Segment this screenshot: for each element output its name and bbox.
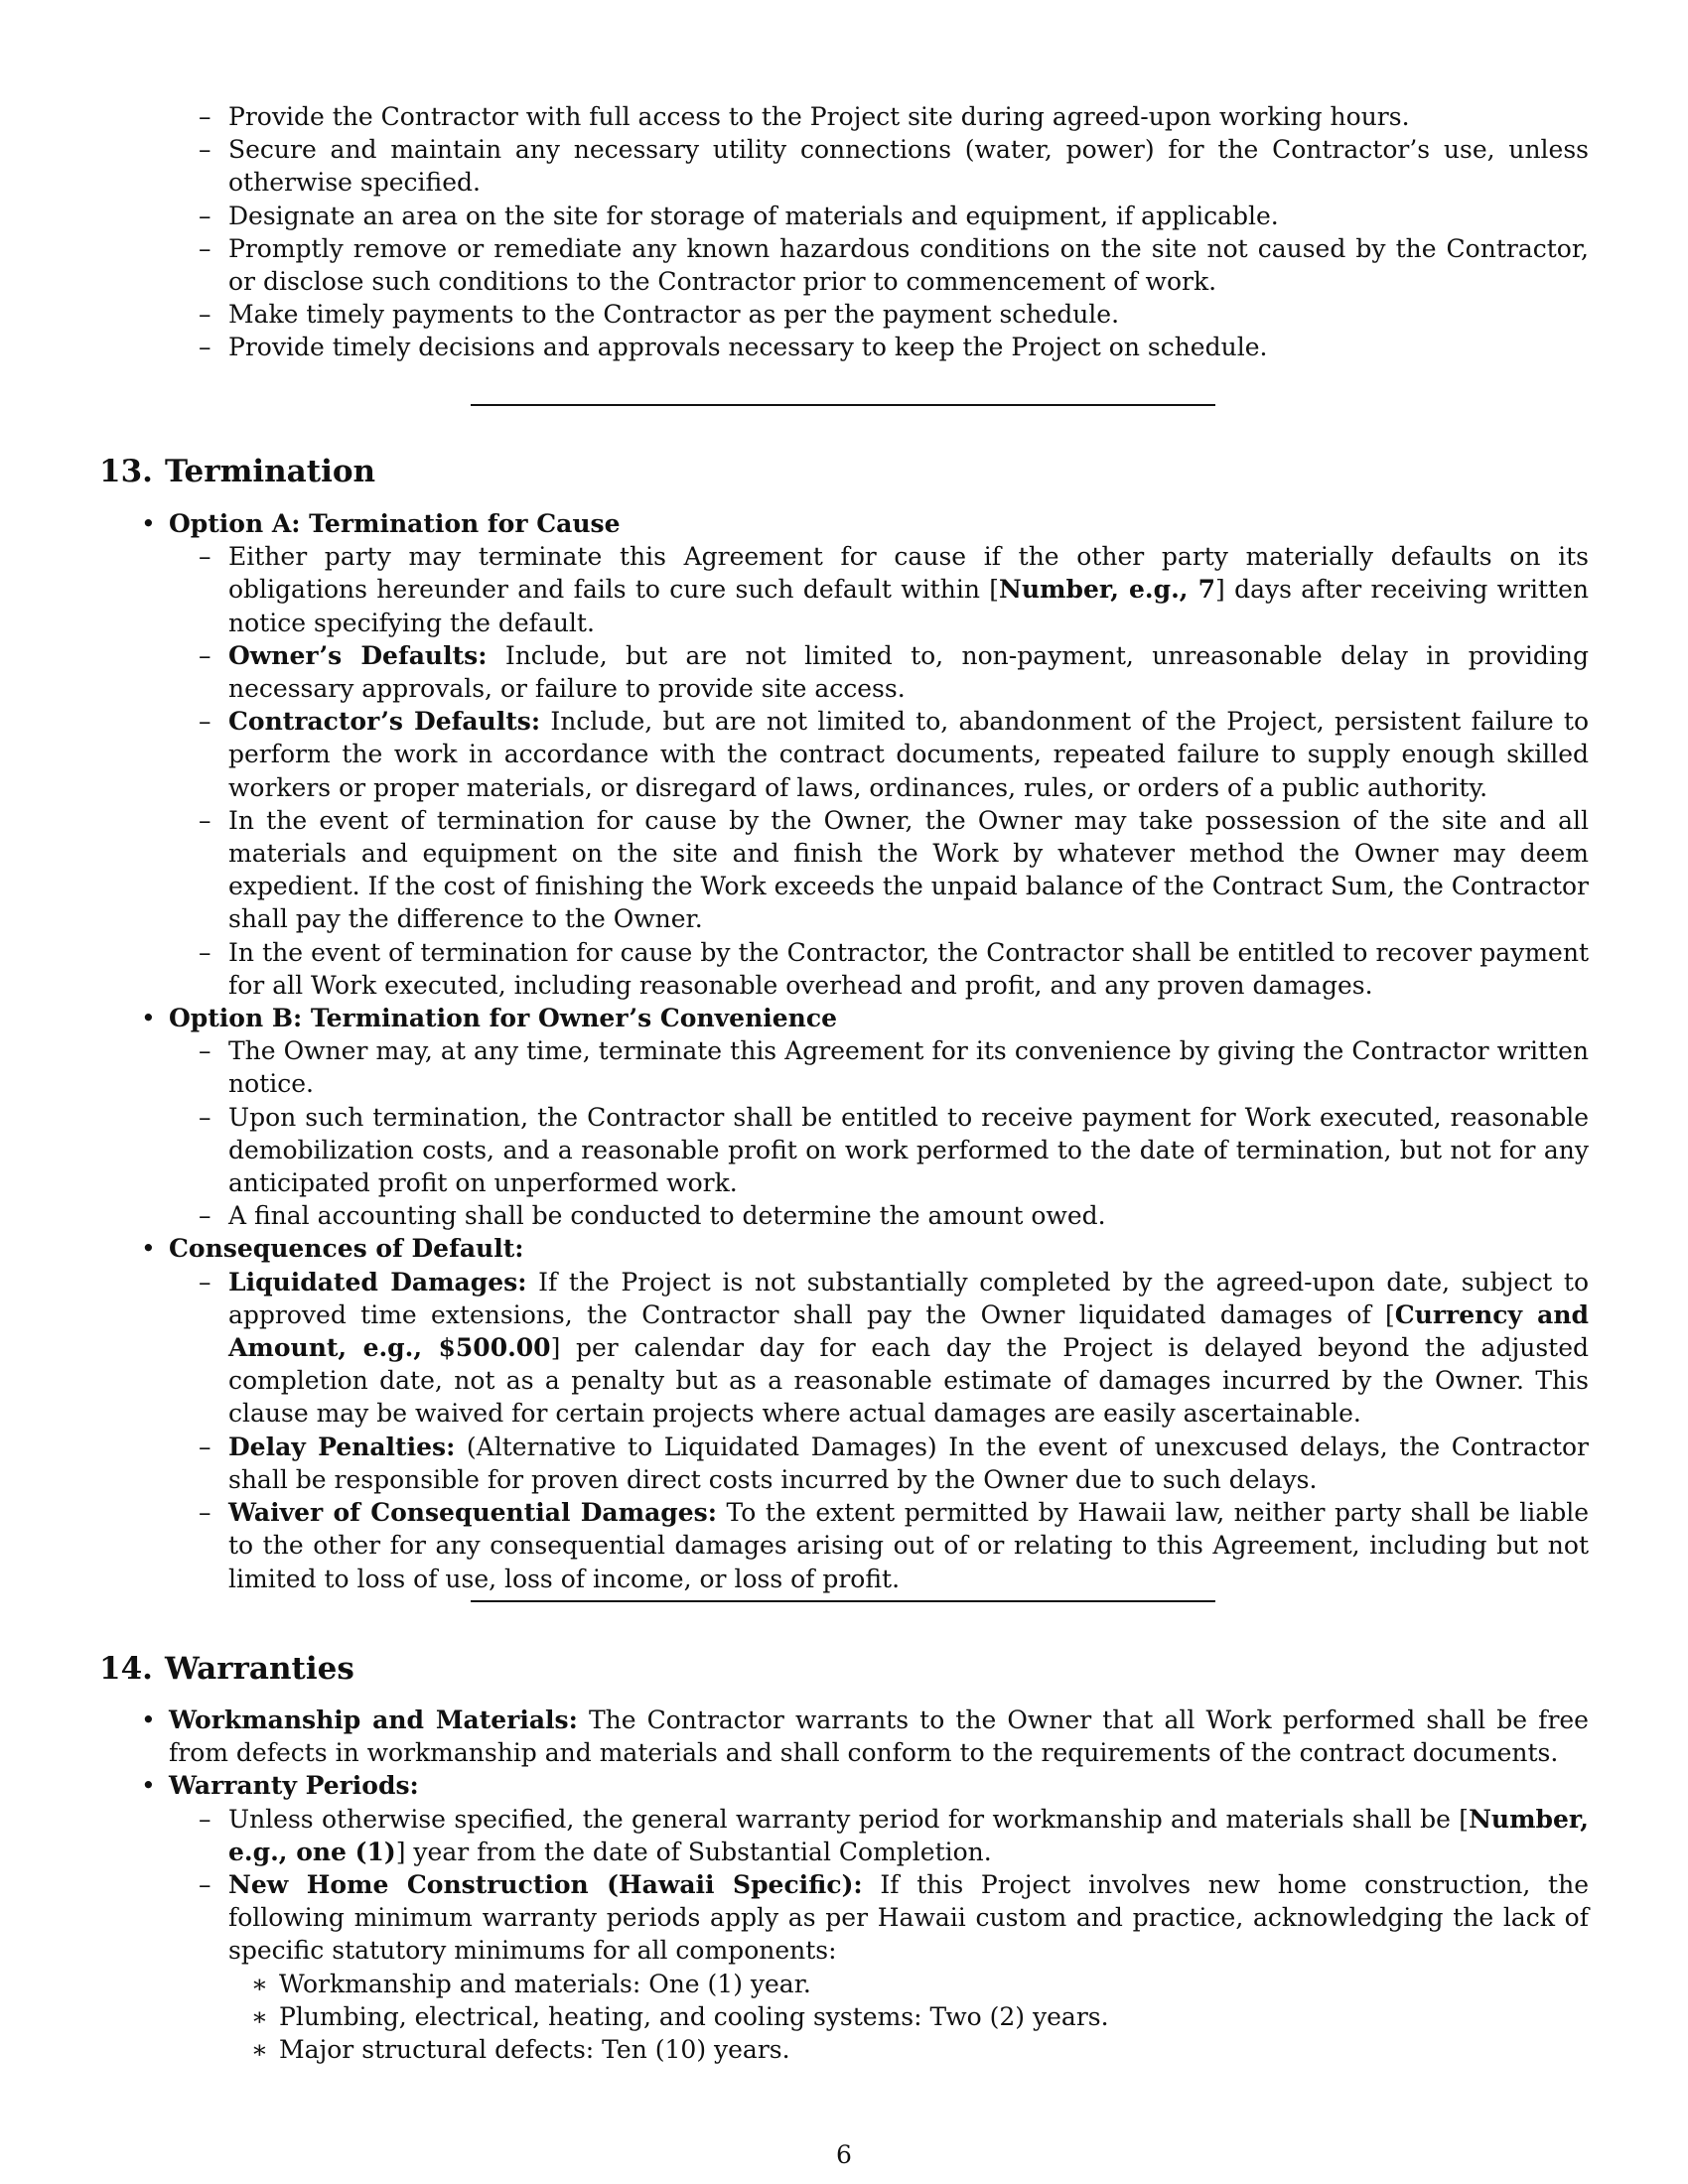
list-item: – Upon such termination, the Contractor shall be entitled to receive payment for Work executed, reasonable demobilization costs, and a reasonable profit on work performed to the date of termination, but not for any anticipated profit on unperformed work. xyxy=(228,1101,1589,1200)
term-label: Workmanship and Materials: xyxy=(169,1706,578,1734)
warranty-periods-item xyxy=(169,1769,1589,2066)
list-item: – A final accounting shall be conducted to determine the amount owed. xyxy=(228,1199,1589,1232)
text-segment: Unless otherwise specified, the general warranty period for workmanship and materials shall be [ xyxy=(228,1804,1470,1834)
list-item xyxy=(228,1803,1589,1868)
list-item: – Secure and maintain any necessary utility connections (water, power) for the Contractor’s use, unless otherwise specified. xyxy=(228,133,1589,199)
text-segment: ] days after receiving written notice specifying the default. xyxy=(228,575,1589,637)
term-label: Waiver of Consequential Damages: xyxy=(228,1498,717,1528)
page-number: 6 xyxy=(836,2140,852,2169)
option-b-label: Option B: Termination for Owner’s Convenience xyxy=(169,1004,837,1033)
section-title: Warranties xyxy=(165,1651,354,1687)
section-divider xyxy=(471,1600,1215,1602)
term-label: Delay Penalties: xyxy=(228,1432,456,1461)
option-b-item xyxy=(169,1002,1589,1232)
owner-obligations-list xyxy=(0,100,1688,364)
text-segment: To the extent permitted by Hawaii law, neither party shall be liable to the other for any consequential damages arising out of or relating to this Agreement, including but not limited to loss of use, loss of income, or loss of profit. xyxy=(228,1498,1589,1593)
section-heading-termination xyxy=(99,452,375,491)
list-item xyxy=(228,540,1589,639)
text-segment: (Alternative to Liquidated Damages) In the event of unexcused delays, the Contractor shall be responsible for proven direct costs incurred by the Owner due to such delays. xyxy=(228,1432,1589,1494)
warranties-list xyxy=(0,1704,1688,2066)
text-segment: ] year from the date of Substantial Completion. xyxy=(395,1837,992,1866)
list-item xyxy=(228,639,1589,705)
termination-list xyxy=(0,507,1688,1595)
placeholder-years: Number, e.g., one (1) xyxy=(228,1804,1589,1866)
list-item: – In the event of termination for cause by the Contractor, the Contractor shall be entitled to recover payment for all Work executed, including reasonable overhead and profit, and any proven damages. xyxy=(228,936,1589,1002)
list-item: – Designate an area on the site for storage of materials and equipment, if applicable. xyxy=(228,200,1589,232)
text-segment: Include, but are not limited to, non-payment, unreasonable delay in providing necessary approvals, or failure to provide site access. xyxy=(228,640,1590,704)
list-item: – In the event of termination for cause by the Owner, the Owner may take possession of the site and all materials and equipment on the site and finish the Work by whatever method the Owner may deem expedient. If the cost of finishing the Work exceeds the unpaid balance of the Contract Sum, the Contractor shall pay the difference to the Owner. xyxy=(228,804,1589,936)
term-label: Owner’s Defaults: xyxy=(228,640,488,670)
list-item xyxy=(228,1868,1589,2066)
warranty-periods-label: Warranty Periods: xyxy=(169,1771,419,1801)
consequences-label: Consequences of Default: xyxy=(169,1234,524,1264)
placeholder-amount: Currency and Amount, e.g., $500.00 xyxy=(228,1299,1589,1363)
term-label: Contractor’s Defaults: xyxy=(228,707,541,737)
text-segment: If the Project is not substantially completed by the agreed-upon date, subject to approved time extensions, the Contractor shall pay the Owner liquidated damages of [ xyxy=(228,1267,1589,1329)
list-item: – Make timely payments to the Contractor as per the payment schedule. xyxy=(228,298,1589,331)
text-segment: ] per calendar day for each day the Project is delayed beyond the adjusted completion date, not as a penalty but as a reasonable estimate of damages incurred by the Owner. This clause may be waived for certain projects where actual damages are easily ascertainable. xyxy=(228,1333,1589,1429)
text-segment: The Contractor warrants to the Owner that all Work performed shall be free from defects in workmanship and materials and shall conform to the requirements of the contract documents. xyxy=(169,1706,1589,1768)
list-item xyxy=(228,1266,1589,1431)
sub-list-item: ∗ Workmanship and materials: One (1) year. xyxy=(279,1968,1589,2000)
section-number: 14. xyxy=(99,1651,153,1687)
workmanship-item xyxy=(169,1704,1589,1769)
text-segment: Include, but are not limited to, abandonment of the Project, persistent failure to perform the work in accordance with the contract documents, repeated failure to supply enough skilled workers or proper materials, or disregard of laws, ordinances, rules, or orders of a public authority. xyxy=(228,707,1590,802)
placeholder-days: Number, e.g., 7 xyxy=(999,575,1215,605)
section-heading-warranties xyxy=(99,1649,354,1689)
section-title: Termination xyxy=(165,454,376,489)
list-item: – The Owner may, at any time, terminate this Agreement for its convenience by giving the Contractor written notice. xyxy=(228,1034,1589,1100)
text-segment: Either party may terminate this Agreement for cause if the other party materially defaults on its obligations hereunder and fails to cure such default within [ xyxy=(228,542,1589,605)
option-a-label: Option A: Termination for Cause xyxy=(169,509,621,538)
sub-list-item: ∗ Major structural defects: Ten (10) years. xyxy=(279,2033,1589,2066)
option-a-item xyxy=(169,507,1589,1002)
text-segment: If this Project involves new home construction, the following minimum warranty periods apply as per Hawaii custom and practice, acknowledging the lack of specific statutory minimums for all components: xyxy=(228,1870,1589,1966)
list-item xyxy=(228,705,1589,804)
consequences-item xyxy=(169,1232,1589,1594)
list-item xyxy=(228,1496,1589,1595)
term-label: Liquidated Damages: xyxy=(228,1267,527,1297)
term-label: New Home Construction (Hawaii Specific): xyxy=(228,1870,863,1900)
list-item: – Promptly remove or remediate any known hazardous conditions on the site not caused by the Contractor, or disclose such conditions to the Contractor prior to commencement of work. xyxy=(228,232,1589,298)
section-divider xyxy=(471,404,1215,406)
list-item: – Provide timely decisions and approvals necessary to keep the Project on schedule. xyxy=(228,331,1589,363)
list-item: – Provide the Contractor with full access to the Project site during agreed-upon working hours. xyxy=(228,100,1589,133)
sub-list-item: ∗ Plumbing, electrical, heating, and cooling systems: Two (2) years. xyxy=(279,2000,1589,2033)
section-number: 13. xyxy=(99,454,153,489)
list-item xyxy=(228,1431,1589,1496)
